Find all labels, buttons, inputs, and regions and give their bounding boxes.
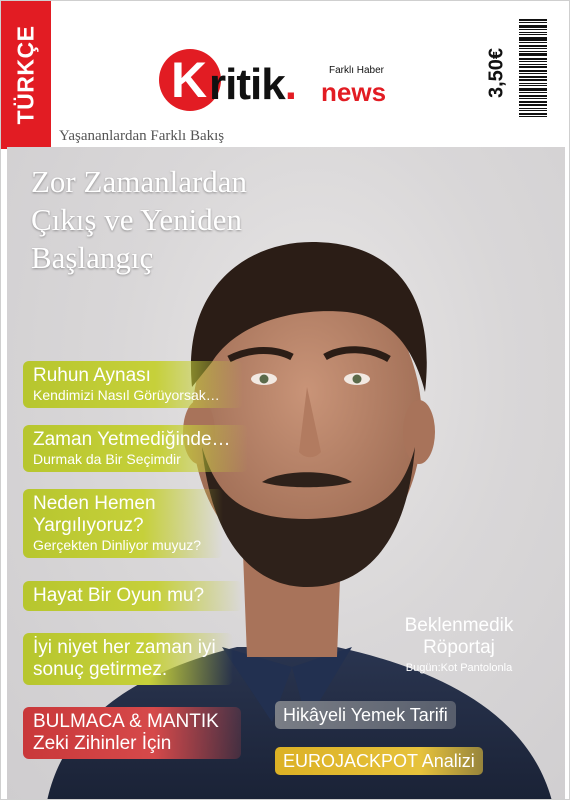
story-title: BULMACA & MANTIK bbox=[33, 711, 219, 732]
story-subtitle: Kendimizi Nasıl Görüyorsak… bbox=[33, 387, 220, 403]
story-title: Neden Hemen Yargılıyoruz? bbox=[33, 493, 156, 536]
cover-headline bbox=[31, 163, 291, 277]
story-interview[interactable] bbox=[389, 615, 529, 675]
barcode-bar bbox=[519, 108, 547, 109]
language-ribbon bbox=[1, 1, 51, 149]
barcode-bar bbox=[519, 22, 547, 23]
barcode-bar bbox=[519, 70, 547, 73]
language-label: TÜRKÇE bbox=[12, 25, 39, 125]
story-bulmaca[interactable] bbox=[23, 707, 241, 759]
barcode-bar bbox=[519, 104, 547, 107]
barcode-bar bbox=[519, 88, 547, 91]
barcode-bar bbox=[519, 25, 547, 28]
barcode-bar bbox=[519, 37, 547, 41]
barcode-bar bbox=[519, 76, 547, 78]
story-subtitle: Durmak da Bir Seçimdir bbox=[33, 451, 181, 467]
barcode-bar bbox=[519, 29, 547, 30]
logo-news: news bbox=[321, 77, 387, 107]
barcode bbox=[519, 19, 547, 119]
barcode-bar bbox=[519, 85, 547, 86]
barcode-bar bbox=[519, 58, 547, 60]
barcode-bar bbox=[519, 101, 547, 103]
barcode-bar bbox=[519, 42, 547, 43]
story-subtitle: Zeki Zihinler İçin bbox=[33, 733, 172, 754]
logo-wordmark-text: ritik bbox=[209, 60, 285, 109]
barcode-bar bbox=[519, 113, 547, 115]
story-title: Zaman Yetmediğinde… bbox=[33, 429, 231, 450]
barcode-bar bbox=[519, 48, 547, 49]
story-ruhun-aynasi[interactable] bbox=[23, 361, 243, 408]
logo-initial: K bbox=[171, 52, 208, 108]
barcode-bar bbox=[519, 116, 547, 117]
barcode-bar bbox=[519, 92, 547, 93]
story-title: Hayat Bir Oyun mu? bbox=[33, 585, 205, 606]
barcode-bar bbox=[519, 95, 547, 97]
story-iyi-niyet[interactable] bbox=[23, 633, 233, 685]
story-neden-hemen[interactable] bbox=[23, 489, 223, 558]
interview-subtitle: Bugün:Kot Pantolonla bbox=[405, 662, 513, 674]
barcode-bar bbox=[519, 73, 547, 74]
headline-line-2: Çıkış ve Yeniden bbox=[31, 202, 242, 237]
barcode-bar bbox=[519, 110, 547, 111]
barcode-bar bbox=[519, 51, 547, 52]
barcode-bar bbox=[519, 79, 547, 81]
cover-subtitle: Yaşananlardan Farklı Bakış bbox=[59, 128, 225, 144]
headline-line-3: Başlangıç bbox=[31, 240, 154, 275]
story-subtitle: Gerçekten Dinliyor muyuz? bbox=[33, 537, 202, 553]
price-block bbox=[485, 19, 551, 129]
barcode-bar bbox=[519, 61, 547, 62]
logo-tagline: Farklı Haber bbox=[329, 65, 385, 76]
story-title: Ruhun Aynası bbox=[33, 365, 151, 386]
price-label: 3,50€ bbox=[485, 47, 508, 99]
barcode-bar bbox=[519, 83, 547, 84]
barcode-bar bbox=[519, 32, 547, 33]
story-recipe[interactable]: Hikâyeli Yemek Tarifi bbox=[275, 701, 456, 729]
story-title: İyi niyet her zaman iyi sonuç getirmez. bbox=[33, 637, 216, 680]
masthead-logo bbox=[159, 49, 399, 119]
logo-wordmark bbox=[209, 61, 296, 109]
story-zaman-yetmediginde[interactable] bbox=[23, 425, 248, 472]
barcode-bar bbox=[519, 19, 547, 21]
barcode-bar bbox=[519, 53, 547, 56]
barcode-bar bbox=[519, 45, 547, 47]
headline-line-1: Zor Zamanlardan bbox=[31, 164, 248, 199]
interview-title: Beklenmedik Röportaj bbox=[404, 615, 514, 658]
barcode-bar bbox=[519, 66, 547, 68]
story-hayat-bir-oyun[interactable] bbox=[23, 581, 243, 611]
barcode-bar bbox=[519, 34, 547, 36]
logo-dot: . bbox=[284, 60, 296, 109]
story-lottery[interactable]: EUROJACKPOT Analizi bbox=[275, 747, 483, 775]
barcode-bar bbox=[519, 64, 547, 65]
barcode-bar bbox=[519, 98, 547, 99]
